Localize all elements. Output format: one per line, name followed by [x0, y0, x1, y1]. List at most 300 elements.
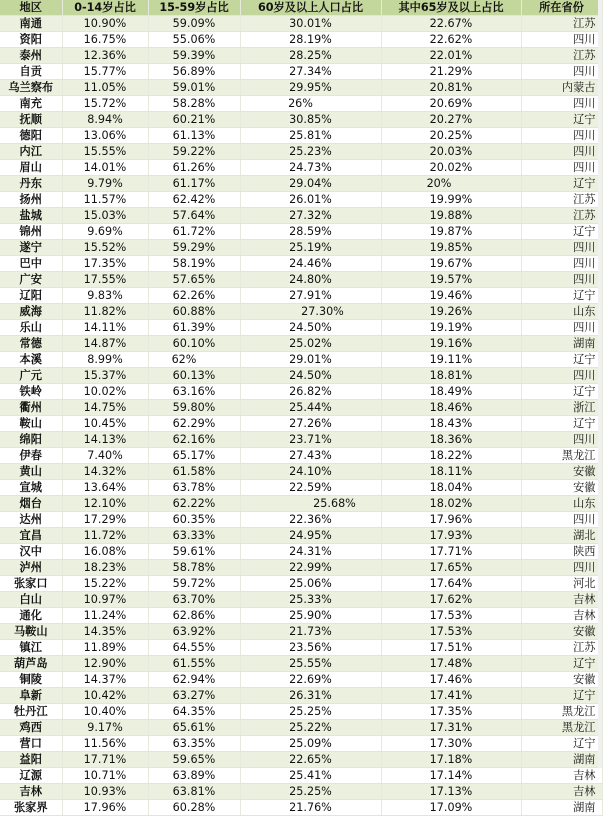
- city-cell[interactable]: 扬州: [0, 192, 62, 208]
- age-15-59-cell[interactable]: [148, 224, 240, 240]
- province-cell[interactable]: 辽宁: [521, 352, 602, 368]
- age-15-59-cell[interactable]: [148, 720, 240, 736]
- age-65-plus-cell[interactable]: [381, 640, 521, 656]
- age-65-plus-cell[interactable]: [381, 320, 521, 336]
- province-cell[interactable]: 江苏: [521, 208, 602, 224]
- province-cell[interactable]: 四川: [521, 32, 602, 48]
- age-0-14-cell[interactable]: [62, 384, 148, 400]
- city-cell[interactable]: 鞍山: [0, 416, 62, 432]
- age-0-14-cell[interactable]: [62, 608, 148, 624]
- age-65-plus-cell[interactable]: [381, 528, 521, 544]
- age-60-plus-cell[interactable]: [240, 784, 381, 800]
- age-65-plus-cell[interactable]: [381, 768, 521, 784]
- age-60-plus-cell[interactable]: [240, 656, 381, 672]
- age-0-14-cell[interactable]: [62, 144, 148, 160]
- age-65-plus-cell[interactable]: [381, 144, 521, 160]
- age-0-14-cell[interactable]: [62, 768, 148, 784]
- city-cell[interactable]: 宣城: [0, 480, 62, 496]
- age-15-59-cell[interactable]: [148, 640, 240, 656]
- age-15-59-cell[interactable]: [148, 576, 240, 592]
- age-65-plus-cell[interactable]: [381, 416, 521, 432]
- age-0-14-cell[interactable]: [62, 528, 148, 544]
- province-cell[interactable]: 辽宁: [521, 288, 602, 304]
- city-cell[interactable]: 益阳: [0, 752, 62, 768]
- city-cell[interactable]: 南充: [0, 96, 62, 112]
- age-15-59-cell[interactable]: [148, 176, 240, 192]
- city-cell[interactable]: 辽阳: [0, 288, 62, 304]
- age-15-59-cell[interactable]: [148, 96, 240, 112]
- age-60-plus-cell[interactable]: [240, 768, 381, 784]
- province-cell[interactable]: 黑龙江: [521, 448, 602, 464]
- age-0-14-cell[interactable]: [62, 704, 148, 720]
- city-cell[interactable]: 通化: [0, 608, 62, 624]
- city-cell[interactable]: 烟台: [0, 496, 62, 512]
- age-60-plus-cell[interactable]: [240, 400, 381, 416]
- age-65-plus-cell[interactable]: [381, 64, 521, 80]
- age-65-plus-cell[interactable]: [381, 256, 521, 272]
- age-65-plus-cell[interactable]: [381, 16, 521, 32]
- age-15-59-cell[interactable]: [148, 64, 240, 80]
- city-cell[interactable]: 本溪: [0, 352, 62, 368]
- age-60-plus-cell[interactable]: [240, 240, 381, 256]
- age-65-plus-cell[interactable]: [381, 224, 521, 240]
- city-cell[interactable]: 眉山: [0, 160, 62, 176]
- age-60-plus-cell[interactable]: [240, 496, 381, 512]
- province-cell[interactable]: 湖南: [521, 752, 602, 768]
- age-15-59-cell[interactable]: [148, 48, 240, 64]
- age-65-plus-cell[interactable]: [381, 336, 521, 352]
- age-15-59-cell[interactable]: [148, 416, 240, 432]
- city-cell[interactable]: 威海: [0, 304, 62, 320]
- city-cell[interactable]: 营口: [0, 736, 62, 752]
- age-65-plus-cell[interactable]: [381, 576, 521, 592]
- province-cell[interactable]: 吉林: [521, 592, 602, 608]
- age-65-plus-cell[interactable]: [381, 176, 521, 192]
- age-65-plus-cell[interactable]: [381, 736, 521, 752]
- age-15-59-cell[interactable]: [148, 800, 240, 816]
- province-cell[interactable]: 江苏: [521, 640, 602, 656]
- age-60-plus-cell[interactable]: [240, 64, 381, 80]
- province-cell[interactable]: 安徽: [521, 672, 602, 688]
- age-60-plus-cell[interactable]: [240, 480, 381, 496]
- age-65-plus-cell[interactable]: [381, 128, 521, 144]
- city-cell[interactable]: 镇江: [0, 640, 62, 656]
- age-65-plus-cell[interactable]: [381, 112, 521, 128]
- age-0-14-cell[interactable]: [62, 16, 148, 32]
- province-cell[interactable]: 四川: [521, 256, 602, 272]
- province-cell[interactable]: 辽宁: [521, 112, 602, 128]
- age-60-plus-cell[interactable]: [240, 80, 381, 96]
- age-60-plus-cell[interactable]: [240, 192, 381, 208]
- age-15-59-cell[interactable]: [148, 784, 240, 800]
- age-0-14-cell[interactable]: [62, 208, 148, 224]
- age-0-14-cell[interactable]: [62, 288, 148, 304]
- age-0-14-cell[interactable]: [62, 80, 148, 96]
- age-65-plus-cell[interactable]: [381, 752, 521, 768]
- province-cell[interactable]: 四川: [521, 64, 602, 80]
- age-60-plus-cell[interactable]: [240, 176, 381, 192]
- age-0-14-cell[interactable]: [62, 720, 148, 736]
- age-60-plus-cell[interactable]: [240, 432, 381, 448]
- city-cell[interactable]: 伊春: [0, 448, 62, 464]
- province-cell[interactable]: 湖南: [521, 800, 602, 816]
- age-60-plus-cell[interactable]: [240, 144, 381, 160]
- age-15-59-cell[interactable]: [148, 528, 240, 544]
- province-cell[interactable]: 四川: [521, 240, 602, 256]
- age-0-14-cell[interactable]: [62, 256, 148, 272]
- age-65-plus-cell[interactable]: [381, 272, 521, 288]
- age-65-plus-cell[interactable]: [381, 496, 521, 512]
- city-cell[interactable]: 吉林: [0, 784, 62, 800]
- age-15-59-cell[interactable]: [148, 464, 240, 480]
- age-15-59-cell[interactable]: [148, 144, 240, 160]
- age-65-plus-cell[interactable]: [381, 368, 521, 384]
- age-0-14-cell[interactable]: [62, 64, 148, 80]
- age-15-59-cell[interactable]: [148, 288, 240, 304]
- age-65-plus-cell[interactable]: [381, 160, 521, 176]
- age-65-plus-cell[interactable]: [381, 96, 521, 112]
- age-60-plus-cell[interactable]: [240, 528, 381, 544]
- age-15-59-cell[interactable]: [148, 656, 240, 672]
- age-65-plus-cell[interactable]: [381, 720, 521, 736]
- age-15-59-cell[interactable]: [148, 240, 240, 256]
- age-60-plus-cell[interactable]: [240, 368, 381, 384]
- age-15-59-cell[interactable]: [148, 336, 240, 352]
- age-65-plus-cell[interactable]: [381, 608, 521, 624]
- province-cell[interactable]: 四川: [521, 320, 602, 336]
- age-15-59-cell[interactable]: [148, 384, 240, 400]
- age-15-59-cell[interactable]: [148, 304, 240, 320]
- age-15-59-cell[interactable]: [148, 592, 240, 608]
- age-0-14-cell[interactable]: [62, 32, 148, 48]
- city-cell[interactable]: 乌兰察布: [0, 80, 62, 96]
- age-15-59-cell[interactable]: [148, 688, 240, 704]
- age-15-59-cell[interactable]: [148, 672, 240, 688]
- age-0-14-cell[interactable]: [62, 416, 148, 432]
- age-0-14-cell[interactable]: [62, 736, 148, 752]
- age-0-14-cell[interactable]: [62, 368, 148, 384]
- age-0-14-cell[interactable]: [62, 128, 148, 144]
- age-0-14-cell[interactable]: [62, 112, 148, 128]
- header-region[interactable]: 地区: [0, 0, 62, 16]
- city-cell[interactable]: 广元: [0, 368, 62, 384]
- age-60-plus-cell[interactable]: [240, 736, 381, 752]
- age-65-plus-cell[interactable]: [381, 32, 521, 48]
- city-cell[interactable]: 常德: [0, 336, 62, 352]
- age-0-14-cell[interactable]: [62, 656, 148, 672]
- province-cell[interactable]: 吉林: [521, 608, 602, 624]
- age-0-14-cell[interactable]: [62, 192, 148, 208]
- header-age-0-14[interactable]: 0-14岁占比: [62, 0, 148, 16]
- age-15-59-cell[interactable]: [148, 192, 240, 208]
- city-cell[interactable]: 衢州: [0, 400, 62, 416]
- province-cell[interactable]: 安徽: [521, 480, 602, 496]
- province-cell[interactable]: 安徽: [521, 624, 602, 640]
- age-0-14-cell[interactable]: [62, 96, 148, 112]
- province-cell[interactable]: 黑龙江: [521, 720, 602, 736]
- city-cell[interactable]: 绵阳: [0, 432, 62, 448]
- age-60-plus-cell[interactable]: [240, 304, 381, 320]
- age-65-plus-cell[interactable]: [381, 384, 521, 400]
- city-cell[interactable]: 盐城: [0, 208, 62, 224]
- province-cell[interactable]: 辽宁: [521, 736, 602, 752]
- city-cell[interactable]: 乐山: [0, 320, 62, 336]
- age-15-59-cell[interactable]: [148, 512, 240, 528]
- province-cell[interactable]: 山东: [521, 496, 602, 512]
- city-cell[interactable]: 达州: [0, 512, 62, 528]
- age-0-14-cell[interactable]: [62, 176, 148, 192]
- age-60-plus-cell[interactable]: [240, 416, 381, 432]
- age-15-59-cell[interactable]: [148, 256, 240, 272]
- age-0-14-cell[interactable]: [62, 752, 148, 768]
- province-cell[interactable]: 辽宁: [521, 224, 602, 240]
- age-60-plus-cell[interactable]: [240, 208, 381, 224]
- age-0-14-cell[interactable]: [62, 272, 148, 288]
- province-cell[interactable]: 浙江: [521, 400, 602, 416]
- age-15-59-cell[interactable]: [148, 368, 240, 384]
- city-cell[interactable]: 黄山: [0, 464, 62, 480]
- age-60-plus-cell[interactable]: [240, 32, 381, 48]
- age-60-plus-cell[interactable]: [240, 576, 381, 592]
- city-cell[interactable]: 德阳: [0, 128, 62, 144]
- header-age-65-plus[interactable]: 其中65岁及以上占比: [381, 0, 521, 16]
- age-60-plus-cell[interactable]: [240, 608, 381, 624]
- age-15-59-cell[interactable]: [148, 80, 240, 96]
- age-0-14-cell[interactable]: [62, 224, 148, 240]
- age-15-59-cell[interactable]: [148, 480, 240, 496]
- city-cell[interactable]: 鸡西: [0, 720, 62, 736]
- age-65-plus-cell[interactable]: [381, 544, 521, 560]
- province-cell[interactable]: 河北: [521, 576, 602, 592]
- city-cell[interactable]: 马鞍山: [0, 624, 62, 640]
- province-cell[interactable]: 四川: [521, 432, 602, 448]
- city-cell[interactable]: 铜陵: [0, 672, 62, 688]
- age-0-14-cell[interactable]: [62, 480, 148, 496]
- age-15-59-cell[interactable]: [148, 16, 240, 32]
- city-cell[interactable]: 铁岭: [0, 384, 62, 400]
- province-cell[interactable]: 吉林: [521, 768, 602, 784]
- age-15-59-cell[interactable]: [148, 352, 240, 368]
- city-cell[interactable]: 汉中: [0, 544, 62, 560]
- age-15-59-cell[interactable]: [148, 560, 240, 576]
- city-cell[interactable]: 锦州: [0, 224, 62, 240]
- city-cell[interactable]: 泰州: [0, 48, 62, 64]
- province-cell[interactable]: 湖南: [521, 336, 602, 352]
- age-65-plus-cell[interactable]: [381, 480, 521, 496]
- age-60-plus-cell[interactable]: [240, 800, 381, 816]
- age-15-59-cell[interactable]: [148, 400, 240, 416]
- province-cell[interactable]: 四川: [521, 272, 602, 288]
- age-15-59-cell[interactable]: [148, 432, 240, 448]
- age-65-plus-cell[interactable]: [381, 240, 521, 256]
- city-cell[interactable]: 丹东: [0, 176, 62, 192]
- age-15-59-cell[interactable]: [148, 128, 240, 144]
- age-60-plus-cell[interactable]: [240, 544, 381, 560]
- age-65-plus-cell[interactable]: [381, 352, 521, 368]
- city-cell[interactable]: 牡丹江: [0, 704, 62, 720]
- age-0-14-cell[interactable]: [62, 800, 148, 816]
- age-0-14-cell[interactable]: [62, 640, 148, 656]
- age-15-59-cell[interactable]: [148, 160, 240, 176]
- age-0-14-cell[interactable]: [62, 160, 148, 176]
- age-60-plus-cell[interactable]: [240, 672, 381, 688]
- age-15-59-cell[interactable]: [148, 752, 240, 768]
- age-60-plus-cell[interactable]: [240, 320, 381, 336]
- age-65-plus-cell[interactable]: [381, 784, 521, 800]
- header-age-15-59[interactable]: 15-59岁占比: [148, 0, 240, 16]
- age-0-14-cell[interactable]: [62, 400, 148, 416]
- age-65-plus-cell[interactable]: [381, 432, 521, 448]
- city-cell[interactable]: 内江: [0, 144, 62, 160]
- age-65-plus-cell[interactable]: [381, 448, 521, 464]
- age-0-14-cell[interactable]: [62, 784, 148, 800]
- age-65-plus-cell[interactable]: [381, 464, 521, 480]
- age-65-plus-cell[interactable]: [381, 624, 521, 640]
- province-cell[interactable]: 黑龙江: [521, 704, 602, 720]
- province-cell[interactable]: 四川: [521, 144, 602, 160]
- age-65-plus-cell[interactable]: [381, 560, 521, 576]
- age-0-14-cell[interactable]: [62, 672, 148, 688]
- age-65-plus-cell[interactable]: [381, 592, 521, 608]
- age-60-plus-cell[interactable]: [240, 448, 381, 464]
- city-cell[interactable]: 广安: [0, 272, 62, 288]
- city-cell[interactable]: 遂宁: [0, 240, 62, 256]
- city-cell[interactable]: 巴中: [0, 256, 62, 272]
- age-60-plus-cell[interactable]: [240, 720, 381, 736]
- province-cell[interactable]: 四川: [521, 160, 602, 176]
- header-age-60-plus[interactable]: 60岁及以上人口占比: [240, 0, 381, 16]
- age-60-plus-cell[interactable]: [240, 128, 381, 144]
- age-0-14-cell[interactable]: [62, 464, 148, 480]
- age-60-plus-cell[interactable]: [240, 336, 381, 352]
- age-0-14-cell[interactable]: [62, 352, 148, 368]
- province-cell[interactable]: 陕西: [521, 544, 602, 560]
- province-cell[interactable]: 四川: [521, 96, 602, 112]
- age-0-14-cell[interactable]: [62, 48, 148, 64]
- province-cell[interactable]: 辽宁: [521, 176, 602, 192]
- age-60-plus-cell[interactable]: [240, 384, 381, 400]
- age-15-59-cell[interactable]: [148, 32, 240, 48]
- province-cell[interactable]: 内蒙古: [521, 80, 602, 96]
- city-cell[interactable]: 南通: [0, 16, 62, 32]
- age-0-14-cell[interactable]: [62, 496, 148, 512]
- age-65-plus-cell[interactable]: [381, 672, 521, 688]
- city-cell[interactable]: 白山: [0, 592, 62, 608]
- age-0-14-cell[interactable]: [62, 544, 148, 560]
- header-province[interactable]: 所在省份: [521, 0, 602, 16]
- province-cell[interactable]: 四川: [521, 368, 602, 384]
- age-15-59-cell[interactable]: [148, 112, 240, 128]
- age-65-plus-cell[interactable]: [381, 704, 521, 720]
- province-cell[interactable]: 四川: [521, 128, 602, 144]
- province-cell[interactable]: 安徽: [521, 464, 602, 480]
- age-60-plus-cell[interactable]: [240, 624, 381, 640]
- age-60-plus-cell[interactable]: [240, 256, 381, 272]
- age-60-plus-cell[interactable]: [240, 512, 381, 528]
- age-60-plus-cell[interactable]: [240, 592, 381, 608]
- age-65-plus-cell[interactable]: [381, 656, 521, 672]
- age-0-14-cell[interactable]: [62, 624, 148, 640]
- age-15-59-cell[interactable]: [148, 704, 240, 720]
- age-15-59-cell[interactable]: [148, 272, 240, 288]
- province-cell[interactable]: 辽宁: [521, 416, 602, 432]
- age-15-59-cell[interactable]: [148, 736, 240, 752]
- age-0-14-cell[interactable]: [62, 688, 148, 704]
- age-60-plus-cell[interactable]: [240, 96, 381, 112]
- age-65-plus-cell[interactable]: [381, 80, 521, 96]
- age-60-plus-cell[interactable]: [240, 752, 381, 768]
- age-15-59-cell[interactable]: [148, 448, 240, 464]
- age-15-59-cell[interactable]: [148, 608, 240, 624]
- age-0-14-cell[interactable]: [62, 576, 148, 592]
- province-cell[interactable]: 四川: [521, 512, 602, 528]
- age-65-plus-cell[interactable]: [381, 800, 521, 816]
- city-cell[interactable]: 张家界: [0, 800, 62, 816]
- province-cell[interactable]: 江苏: [521, 192, 602, 208]
- age-0-14-cell[interactable]: [62, 432, 148, 448]
- age-60-plus-cell[interactable]: [240, 704, 381, 720]
- age-0-14-cell[interactable]: [62, 240, 148, 256]
- city-cell[interactable]: 葫芦岛: [0, 656, 62, 672]
- province-cell[interactable]: 四川: [521, 560, 602, 576]
- city-cell[interactable]: 泸州: [0, 560, 62, 576]
- age-65-plus-cell[interactable]: [381, 48, 521, 64]
- city-cell[interactable]: 张家口: [0, 576, 62, 592]
- province-cell[interactable]: 辽宁: [521, 688, 602, 704]
- age-60-plus-cell[interactable]: [240, 48, 381, 64]
- age-60-plus-cell[interactable]: [240, 688, 381, 704]
- age-60-plus-cell[interactable]: [240, 112, 381, 128]
- age-60-plus-cell[interactable]: [240, 160, 381, 176]
- province-cell[interactable]: 辽宁: [521, 656, 602, 672]
- age-60-plus-cell[interactable]: [240, 640, 381, 656]
- age-65-plus-cell[interactable]: [381, 208, 521, 224]
- city-cell[interactable]: 宜昌: [0, 528, 62, 544]
- age-60-plus-cell[interactable]: [240, 288, 381, 304]
- age-0-14-cell[interactable]: [62, 336, 148, 352]
- age-0-14-cell[interactable]: [62, 560, 148, 576]
- age-60-plus-cell[interactable]: [240, 272, 381, 288]
- age-60-plus-cell[interactable]: [240, 16, 381, 32]
- age-15-59-cell[interactable]: [148, 320, 240, 336]
- age-65-plus-cell[interactable]: [381, 288, 521, 304]
- city-cell[interactable]: 资阳: [0, 32, 62, 48]
- age-65-plus-cell[interactable]: [381, 512, 521, 528]
- age-15-59-cell[interactable]: [148, 624, 240, 640]
- province-cell[interactable]: 山东: [521, 304, 602, 320]
- age-0-14-cell[interactable]: [62, 512, 148, 528]
- province-cell[interactable]: 吉林: [521, 784, 602, 800]
- age-0-14-cell[interactable]: [62, 592, 148, 608]
- age-15-59-cell[interactable]: [148, 208, 240, 224]
- age-65-plus-cell[interactable]: [381, 688, 521, 704]
- age-0-14-cell[interactable]: [62, 304, 148, 320]
- city-cell[interactable]: 阜新: [0, 688, 62, 704]
- age-65-plus-cell[interactable]: [381, 192, 521, 208]
- age-0-14-cell[interactable]: [62, 448, 148, 464]
- age-60-plus-cell[interactable]: [240, 352, 381, 368]
- city-cell[interactable]: 辽源: [0, 768, 62, 784]
- age-15-59-cell[interactable]: [148, 496, 240, 512]
- age-60-plus-cell[interactable]: [240, 560, 381, 576]
- province-cell[interactable]: 辽宁: [521, 384, 602, 400]
- city-cell[interactable]: 自贡: [0, 64, 62, 80]
- province-cell[interactable]: 江苏: [521, 16, 602, 32]
- age-0-14-cell[interactable]: [62, 320, 148, 336]
- province-cell[interactable]: 湖北: [521, 528, 602, 544]
- age-65-plus-cell[interactable]: [381, 400, 521, 416]
- age-15-59-cell[interactable]: [148, 768, 240, 784]
